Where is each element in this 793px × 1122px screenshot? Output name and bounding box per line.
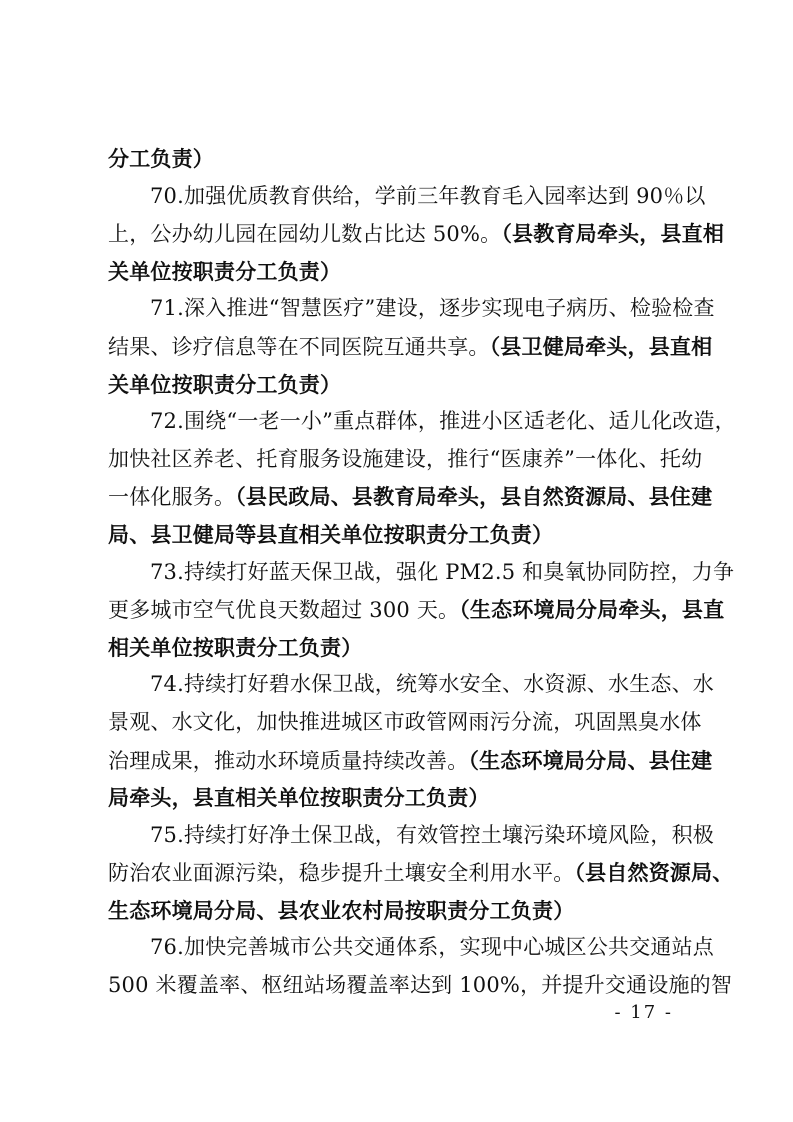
- text-run-bold: 分工负责）: [108, 146, 214, 171]
- text-line: [108, 742, 713, 780]
- text-run-bold: （县自然资源局、: [574, 860, 734, 886]
- text-line: [108, 704, 702, 742]
- text-line: [108, 478, 713, 516]
- text-run: 加快社区养老、托育服务设施建设，推行“医康养”一体化、托幼: [108, 446, 703, 471]
- text-run: 70.加强优质教育供给，学前三年教育毛入园率达到 90％以: [150, 183, 706, 208]
- text-line: [108, 967, 733, 1005]
- text-run: 防治农业面源污染，稳步提升土壤安全利用水平。: [108, 861, 575, 886]
- text-line: [108, 178, 706, 216]
- text-run-bold: 关单位按职责分工负责）: [108, 371, 342, 397]
- text-run: 76.加快完善城市公共交通体系，实现中心城区公共交通站点: [150, 935, 714, 960]
- paragraph-item-72: [108, 403, 736, 553]
- text-line: [108, 253, 696, 291]
- text-run: 500 米覆盖率、枢纽站场覆盖率达到 100%，并提升交通设施的智: [108, 973, 733, 998]
- text-line: [108, 441, 703, 479]
- text-run: 治理成果，推动水环境质量持续改善。: [108, 748, 469, 773]
- text-run-bold: （县卫健局牵头，县直相: [489, 333, 713, 359]
- text-run-bold: （县教育局牵头，县直相: [501, 221, 725, 247]
- text-run: 72.围绕“一老一小”重点群体，推进小区适老化、适儿化改造，: [150, 409, 736, 434]
- paragraph: [108, 140, 696, 178]
- paragraph-item-73: [108, 554, 735, 667]
- text-run: 75.持续打好净土保卫战，有效管控土壤污染环境风险，积极: [150, 822, 714, 847]
- text-line: [108, 666, 714, 704]
- text-line: [108, 516, 696, 554]
- paragraph-item-71: [108, 290, 715, 403]
- text-line: [108, 629, 696, 667]
- text-run-bold: 局牵头，县直相关单位按职责分工负责）: [108, 785, 490, 811]
- text-run: 更多城市空气优良天数超过 300 天。: [108, 598, 460, 623]
- text-run: 74.持续打好碧水保卫战，统筹水安全、水资源、水生态、水: [150, 672, 714, 697]
- page-number: - 17 -: [614, 1002, 673, 1023]
- text-line: [108, 854, 734, 892]
- text-run-bold: 生态环境局分局、县农业农村局按职责分工负责）: [108, 897, 575, 923]
- text-run: 73.持续打好蓝天保卫战，强化 PM2.5 和臭氧协同防控，力争: [150, 559, 735, 584]
- text-line: [108, 403, 736, 441]
- text-run: 结果、诊疗信息等在不同医院互通共享。: [108, 334, 490, 359]
- text-line: [108, 779, 696, 817]
- text-run-bold: 局、县卫健局等县直相关单位按职责分工负责）: [108, 521, 554, 547]
- body-text: [108, 140, 736, 1005]
- text-line: [108, 591, 725, 629]
- paragraph-item-70: [108, 178, 725, 291]
- text-run-bold: （生态环境局分局牵头，县直: [459, 597, 725, 623]
- text-run: 71.深入推进“智慧医疗”建设，逐步实现电子病历、检验检查: [150, 296, 715, 321]
- text-run-bold: （生态环境局分局、县住建: [468, 747, 713, 773]
- text-run-bold: 相关单位按职责分工负责）: [108, 634, 363, 660]
- text-line: [108, 892, 696, 930]
- text-line: [108, 215, 725, 253]
- text-run: 上，公办幼儿园在园幼儿数占比达 50%。: [108, 222, 502, 247]
- text-line: [108, 290, 715, 328]
- text-line: [108, 328, 713, 366]
- text-line: [108, 929, 714, 967]
- paragraph-item-75: [108, 817, 734, 930]
- text-run-bold: 关单位按职责分工负责）: [108, 258, 342, 284]
- text-line: [108, 140, 696, 178]
- text-run: 一体化服务。: [108, 485, 236, 510]
- paragraph-item-76: [108, 929, 733, 1004]
- text-line: [108, 817, 714, 855]
- text-line: [108, 366, 696, 404]
- paragraph-item-74: [108, 666, 714, 816]
- text-line: [108, 554, 735, 592]
- text-run-bold: （县民政局、县教育局牵头，县自然资源局、县住建: [235, 484, 713, 510]
- text-run: 景观、水文化，加快推进城区市政管网雨污分流，巩固黑臭水体: [108, 709, 702, 734]
